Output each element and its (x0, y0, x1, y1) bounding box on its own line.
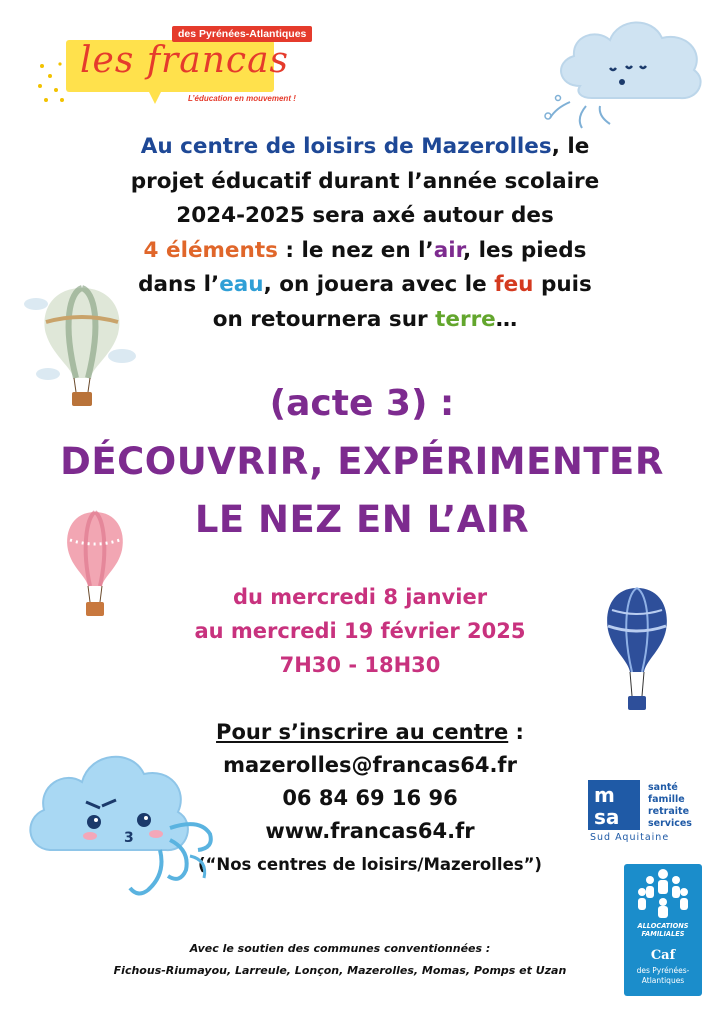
sparkles-icon (36, 56, 76, 106)
msa-line: santé (648, 782, 678, 793)
blowing-cloud-icon (20, 730, 230, 906)
signup-heading: Pour s’inscrire au centre (216, 720, 509, 744)
caf-heading-line: FAMILIALES (641, 930, 685, 938)
logo-name: les francas (80, 40, 290, 81)
intro-paragraph (90, 130, 640, 337)
intro-word-feu: feu (494, 272, 534, 297)
svg-text:sa: sa (594, 805, 620, 829)
msa-services (648, 782, 692, 830)
intro-word-terre: terre (435, 306, 496, 332)
intro-center-name: Au centre de loisirs de Mazerolles (140, 134, 552, 159)
caf-region (624, 966, 702, 986)
signup-heading-suffix: : (508, 720, 524, 744)
intro-four-elements: 4 éléments (143, 237, 278, 263)
logo-slogan: L’éducation en mouvement ! (188, 94, 296, 103)
caf-people-icon (624, 864, 702, 924)
footer-communes: Fichous-Riumayou, Larreule, Lonçon, Mazerolles, Momas, Pomps et Uzan (113, 964, 567, 977)
intro-text: , le (551, 134, 590, 159)
signup-email[interactable]: mazerolles@francas64.fr (223, 753, 517, 777)
intro-text: puis (533, 272, 592, 297)
dates-block (140, 580, 580, 682)
main-title-line2: LE NEZ EN L’AIR (194, 498, 530, 541)
caf-heading-line: ALLOCATIONS (637, 922, 689, 930)
signup-website[interactable]: www.francas64.fr (265, 819, 475, 843)
svg-text:m: m (594, 783, 615, 807)
footer-support: Avec le soutien des communes conventionnées : (189, 942, 491, 955)
footer (60, 938, 620, 982)
acte-number: (acte 3) : (269, 383, 455, 424)
intro-text: : le nez en l’ (277, 237, 434, 263)
intro-text: 2024-2025 sera axé autour des (176, 203, 554, 228)
msa-line: famille (648, 794, 685, 805)
opening-hours: 7H30 - 18H30 (279, 653, 441, 677)
main-title-line1: DÉCOUVRIR, EXPÉRIMENTER (60, 440, 664, 483)
intro-text: on retournera sur (212, 306, 436, 332)
date-end: au mercredi 19 février 2025 (194, 619, 526, 643)
logo-region-tag: des Pyrénées-Atlantiques (172, 26, 312, 42)
caf-region-line: Atlantiques (641, 976, 685, 985)
intro-text: , les pieds (463, 237, 587, 263)
intro-word-air: air (433, 237, 464, 263)
signup-note: (“Nos centres de loisirs/Mazerolles”) (198, 855, 542, 874)
hot-air-balloon-icon (602, 586, 672, 718)
caf-heading (630, 922, 696, 938)
date-start: du mercredi 8 janvier (232, 585, 488, 609)
signup-phone[interactable]: 06 84 69 16 96 (282, 786, 458, 810)
msa-logo-mark (588, 780, 640, 830)
hot-air-balloon-icon (60, 510, 130, 622)
intro-text: , on jouera avec le (263, 272, 495, 297)
msa-line: retraite (648, 806, 690, 817)
logo-speech-tail (148, 90, 162, 104)
caf-name: Caf (650, 948, 676, 963)
intro-text: … (495, 306, 518, 332)
wind-cloud-icon (540, 6, 710, 136)
intro-text: dans l’ (138, 272, 220, 297)
msa-region: Sud Aquitaine (590, 832, 670, 843)
caf-region-line: des Pyrénées- (636, 966, 690, 975)
svg-text:3: 3 (124, 830, 134, 846)
intro-text: projet éducatif durant l’année scolaire (130, 168, 600, 194)
msa-line: services (648, 818, 692, 829)
intro-word-eau: eau (219, 272, 264, 297)
